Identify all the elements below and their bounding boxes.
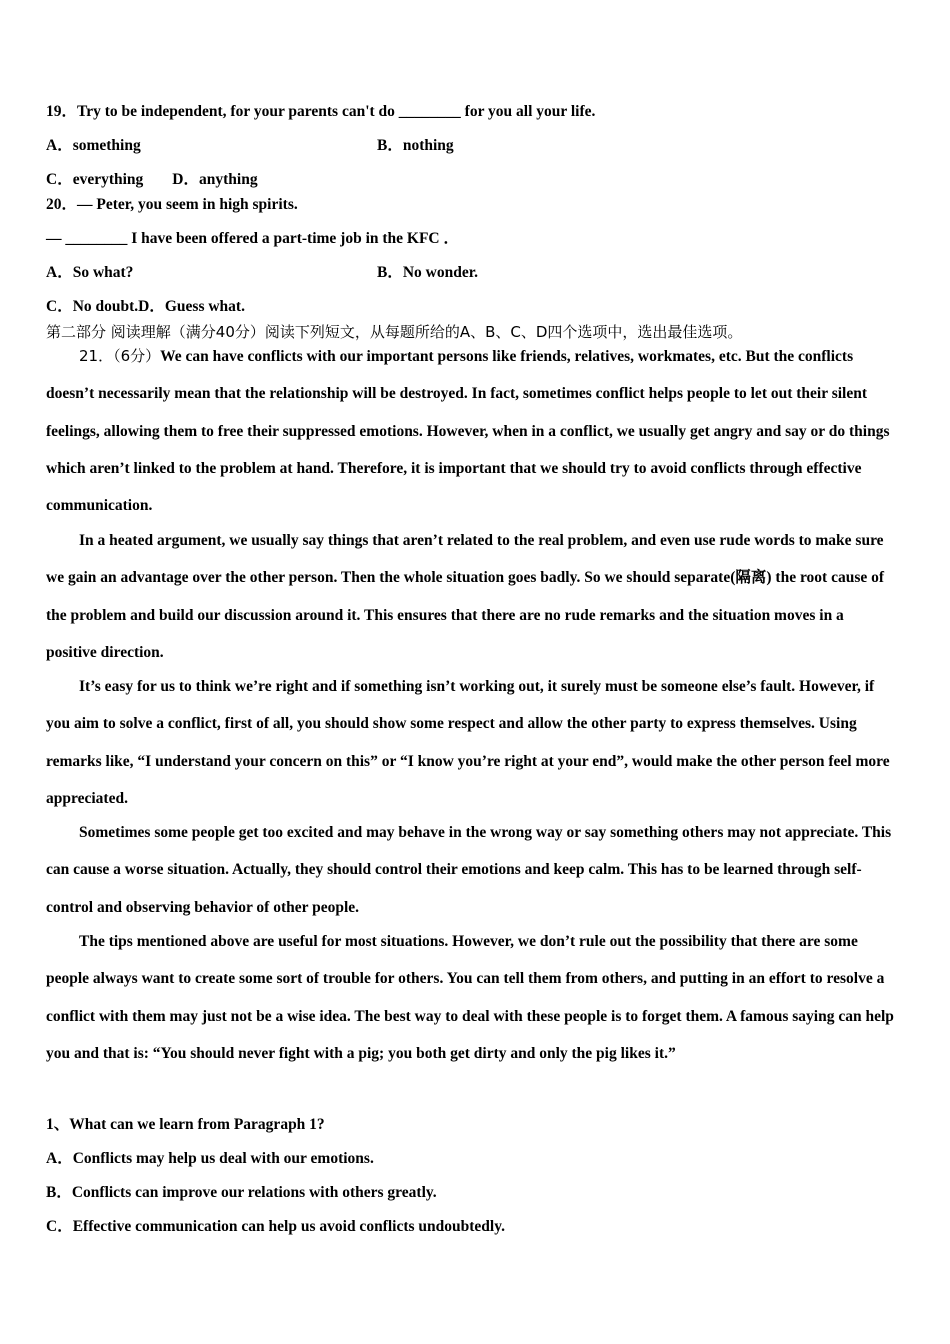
q21-p1-text: We can have conflicts with our important persons like friends, relatives, workmates, etc. But the conflicts doesn’t necessarily mean that the relationship will be destroyed. In fact, sometimes conflict helps people to let out their silent feelings, allowing them to free their suppressed emotions. However, when in a conflict, we usually get angry and say or do things which aren’t linked to the problem at hand. Therefore, it is important that we should try to avoid conflicts through effective communication. (46, 348, 890, 515)
q21-passage-p4: Sometimes some people get too excited and may behave in the wrong way or say something others may not appreciate. This can cause a worse situation. Actually, they should control their emotions and keep calm. This has to be learned through self-control and observing behavior of other people. (46, 824, 892, 916)
q21-passage-p3: It’s easy for us to think we’re right and if something isn’t working out, it surely must be someone else’s fault. However, if you aim to solve a conflict, first of all, you should show some respect and allow the other party to express themselves. Using remarks like, “I understand your concern on this” or “I know you’re right at your end”, would make the other person feel more appreciated. (46, 678, 890, 807)
q19-stem: 19．Try to be independent, for your parents can't do ________ for you all your life. (46, 103, 596, 120)
q20-option-b[interactable]: B．No wonder. (377, 264, 479, 281)
q19-option-c[interactable]: C．everything (46, 171, 144, 188)
q21-sub1-option-b[interactable]: B．Conflicts can improve our relations with others greatly. (46, 1184, 437, 1201)
q19-option-a[interactable]: A．something (46, 137, 141, 154)
q20-stem: 20．— Peter, you seem in high spirits. (46, 196, 298, 213)
q21-passage-p5: The tips mentioned above are useful for most situations. However, we don’t rule out the possibility that there are some people always want to create some sort of trouble for others. You can tell them from others, and putting in an effort to resolve a conflict with them may just not be a wise idea. The best way to deal with these people is to forget them. A famous saying can help you and that is: “You should never fight with a pig; you both get dirty and only the pig likes it.” (46, 933, 894, 1062)
q21-passage-p2: In a heated argument, we usually say things that aren’t related to the real problem, and even use rude words to make sure we gain an advantage over the other person. Then the whole situation goes badly. So we should separate(隔离) the root cause of the problem and build our discussion around it. This ensures that there are no rude remarks and the situation moves in a positive direction. (46, 532, 885, 661)
q20-options-cd[interactable]: C．No doubt.D．Guess what. (46, 298, 245, 315)
q20-option-a[interactable]: A．So what? (46, 264, 134, 281)
q19-options-cd (46, 170, 258, 190)
q21-number: 21．（6分） (79, 347, 161, 365)
q21-passage-p1 (46, 338, 898, 524)
q20-reply: — ________ I have been offered a part-time job in the KFC ． (46, 230, 460, 247)
q21-sub1-option-a[interactable]: A．Conflicts may help us deal with our emotions. (46, 1150, 374, 1167)
q21-sub1-option-c[interactable]: C．Effective communication can help us avoid conflicts undoubtedly. (46, 1218, 505, 1235)
q21-sub1-stem: 1、What can we learn from Paragraph 1? (46, 1116, 325, 1133)
q19-options-ab (46, 136, 906, 156)
q19-option-b[interactable]: B．nothing (377, 137, 454, 154)
section2-heading: 第二部分 阅读理解（满分40分）阅读下列短文，从每题所给的A、B、C、D四个选项中，选出最佳选项。 (46, 323, 743, 341)
q19-option-d[interactable]: D．anything (172, 171, 258, 188)
q20-options-ab (46, 263, 906, 283)
